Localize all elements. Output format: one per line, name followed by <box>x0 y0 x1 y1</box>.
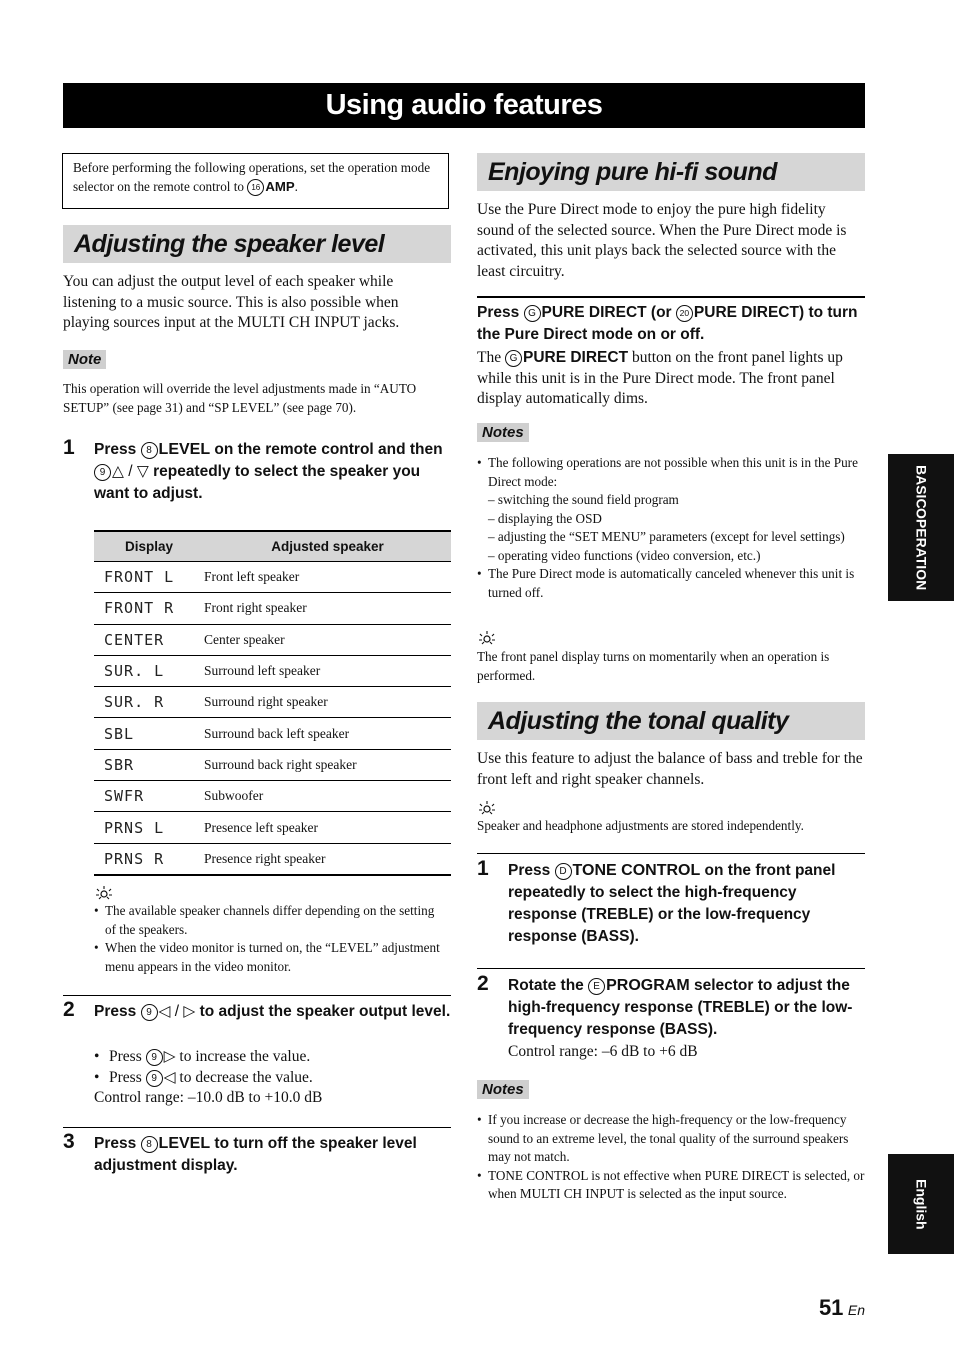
notes-label: Notes <box>477 1080 529 1099</box>
column-header-display: Display <box>94 531 204 562</box>
remote-key-number: 20 <box>676 305 693 322</box>
speaker-table-wrap <box>94 530 451 876</box>
speaker-name: Surround back left speaker <box>204 718 451 749</box>
speaker-name: Subwoofer <box>204 781 451 812</box>
control-range: Control range: –10.0 dB to +10.0 dB <box>94 1089 323 1106</box>
step2-details <box>94 1047 451 1109</box>
step-text: to adjust the speaker output level. <box>195 1003 451 1020</box>
tip-item: • When the video monitor is turned on, the “LEVEL” adjustment menu appears in the video monitor. <box>94 939 444 976</box>
tonal-intro: Use this feature to adjust the balance of bass and treble for the front left and right speaker channels. <box>477 750 863 788</box>
pure-direct-description <box>477 348 865 410</box>
speaker-table <box>94 530 451 876</box>
display-code: SBR <box>94 749 204 780</box>
note-label-box <box>63 350 106 369</box>
side-tab-english <box>888 1154 954 1254</box>
step-text: to turn off the speaker level adjustment display. <box>94 1135 417 1174</box>
table-row <box>94 843 451 875</box>
speaker-name: Presence left speaker <box>204 812 451 843</box>
table-row <box>94 562 451 593</box>
section-heading-speaker-level <box>63 225 451 263</box>
intro-text: Before performing the following operations, set the operation mode selector on the remote control to <box>73 160 431 194</box>
remote-key-number: 16 <box>247 179 264 196</box>
panel-key-letter: G <box>505 350 522 367</box>
remote-key-number: 8 <box>141 1136 158 1153</box>
speaker-name: Presence right speaker <box>204 843 451 875</box>
remote-key-number: 9 <box>146 1049 163 1066</box>
remote-key-number: 8 <box>141 442 158 459</box>
panel-key-letter: G <box>524 305 541 322</box>
side-tab-line: English <box>913 1178 930 1230</box>
step-text: on the front panel repeatedly to select the high-frequency response (TREBLE) or the low-frequency response (BASS). <box>508 862 836 945</box>
step-number: 2 <box>63 998 75 1021</box>
notes-label-box <box>477 423 529 442</box>
page-lang-suffix: En <box>847 1302 865 1318</box>
display-code: FRONT R <box>94 593 204 624</box>
step-text: ) to turn the Pure Direct mode on or off. <box>477 304 858 343</box>
remote-key-number: 9 <box>94 464 111 481</box>
step-text: selector to adjust the high-frequency response (TREBLE) or the low-frequency response (BASS). <box>508 977 853 1038</box>
tip-icon <box>478 630 496 645</box>
note-item: • If you increase or decrease the high-frequency or the low-frequency sound to an extreme level, the tonal quality of the surround speakers may not match. <box>477 1111 865 1167</box>
step1-instruction <box>94 439 451 505</box>
display-code: PRNS L <box>94 812 204 843</box>
pure-direct-instruction <box>477 302 865 346</box>
step2-instruction <box>94 1001 451 1023</box>
remote-key-number: 9 <box>141 1004 158 1021</box>
speaker-name: Surround back right speaker <box>204 749 451 780</box>
speaker-level-intro: You can adjust the output level of each speaker while listening to a music source. This is also possible when playing sources input at the MULTI CH INPUT jacks. <box>63 273 400 331</box>
pure-direct-key-label: PURE DIRECT <box>541 304 647 321</box>
step-number: 1 <box>477 857 489 880</box>
pure-direct-intro: Use the Pure Direct mode to enjoy the pure high fidelity sound of the selected source. When the Pure Direct mode is activated, this unit plays back the selected source with the least circuitry. <box>477 201 847 280</box>
table-row <box>94 624 451 655</box>
speaker-name: Center speaker <box>204 624 451 655</box>
note-item: • The Pure Direct mode is automatically canceled whenever this unit is turned off. <box>477 565 862 602</box>
display-code: SUR. L <box>94 655 204 686</box>
level-key-label: LEVEL <box>158 441 211 458</box>
step-number: 2 <box>477 972 489 995</box>
display-code: SWFR <box>94 781 204 812</box>
tip-icon <box>478 800 496 815</box>
note-sub-item: – adjusting the “SET MENU” parameters (except for level settings) <box>488 529 845 544</box>
tone-step2-instruction <box>508 975 865 1041</box>
tone-control-range: Control range: –6 dB to +6 dB <box>508 1043 698 1060</box>
step-text: Press <box>94 441 141 458</box>
tip-list <box>94 902 444 976</box>
tip-item: • The available speaker channels differ depending on the setting of the speakers. <box>94 902 444 939</box>
table-row <box>94 593 451 624</box>
detail-text: to increase the value. <box>175 1048 311 1065</box>
note-sub-item: – switching the sound field program <box>488 492 679 507</box>
intro-text-end: . <box>294 178 298 194</box>
panel-key-letter: D <box>555 863 572 880</box>
right-arrow-icon: ▷ <box>163 1048 176 1065</box>
side-tab-line: OPERATION <box>913 508 930 591</box>
page-title: Using audio features <box>63 83 865 128</box>
note-sub-item: – displaying the OSD <box>488 510 602 526</box>
divider <box>477 296 865 298</box>
detail-text: Press <box>109 1068 146 1086</box>
section-heading-text: Adjusting the tonal quality <box>488 706 789 735</box>
section-heading-pure-hifi <box>477 153 865 191</box>
notes-label-box <box>477 1080 529 1099</box>
panel-key-letter: E <box>588 978 605 995</box>
step-text: Rotate the <box>508 977 589 994</box>
section-heading-tonal-quality <box>477 702 865 740</box>
table-row <box>94 718 451 749</box>
pure-tip-text: The front panel display turns on momentarily when an operation is performed. <box>477 649 830 683</box>
detail-bullet: • Press 9 ▷ to increase the value. <box>94 1048 311 1065</box>
step-number: 3 <box>63 1130 75 1153</box>
speaker-table-body <box>94 562 451 875</box>
amp-key-label: AMP <box>265 178 295 194</box>
side-tab-line: BASIC <box>913 464 930 509</box>
note-item: • The following operations are not possible when this unit is in the Pure Direct mode: <box>477 454 862 491</box>
speaker-name: Surround right speaker <box>204 687 451 718</box>
note-sub-item: – operating video functions (video conversion, etc.) <box>488 547 761 563</box>
step-text: Press <box>94 1003 141 1020</box>
intro-box <box>62 153 449 209</box>
section-heading-text: Adjusting the speaker level <box>74 229 385 258</box>
table-row <box>94 655 451 686</box>
detail-text: to decrease the value. <box>175 1068 313 1086</box>
desc-text: The <box>477 349 505 366</box>
section-heading-text: Enjoying pure hi-fi sound <box>488 157 777 186</box>
up-down-arrows-icon: △ / ▽ <box>112 463 149 480</box>
note-label: Note <box>63 350 106 369</box>
tonal-tip-text: Speaker and headphone adjustments are stored independently. <box>477 818 804 833</box>
detail-text: Press <box>109 1048 146 1065</box>
left-right-arrows-icon: ◁ / ▷ <box>158 1003 196 1020</box>
step3-instruction <box>94 1133 451 1177</box>
display-code: SBL <box>94 718 204 749</box>
table-row <box>94 749 451 780</box>
divider <box>477 853 865 854</box>
speaker-name: Surround left speaker <box>204 655 451 686</box>
page-number <box>819 1295 865 1321</box>
pure-direct-key-label: PURE DIRECT <box>522 349 629 366</box>
divider <box>63 1127 451 1128</box>
table-row <box>94 781 451 812</box>
left-arrow-icon: ◁ <box>163 1068 176 1086</box>
table-row <box>94 812 451 843</box>
display-code: SUR. R <box>94 687 204 718</box>
note-item: • TONE CONTROL is not effective when PURE DIRECT is selected, or when MULTI CH INPUT is selected as the input source. <box>477 1167 865 1204</box>
page-number-value: 51 <box>818 1295 844 1320</box>
detail-bullet: • Press 9 ◁ to decrease the value. <box>94 1068 313 1086</box>
notes-label: Notes <box>477 423 529 442</box>
display-code: CENTER <box>94 624 204 655</box>
step-text: (or <box>646 304 676 321</box>
table-row <box>94 687 451 718</box>
side-tab-basic-operation <box>888 454 954 601</box>
step-text: on the remote control and then <box>210 441 443 458</box>
speaker-name: Front right speaker <box>204 593 451 624</box>
tone-control-key-label: TONE CONTROL <box>572 862 701 879</box>
pure-notes <box>477 454 862 602</box>
pure-direct-key-label: PURE DIRECT <box>693 304 799 321</box>
column-header-speaker: Adjusted speaker <box>204 531 451 562</box>
display-code: PRNS R <box>94 843 204 875</box>
tip-icon <box>95 885 113 900</box>
step-text: Press <box>477 304 524 321</box>
program-key-label: PROGRAM <box>606 977 690 994</box>
display-code: FRONT L <box>94 562 204 593</box>
speaker-name: Front left speaker <box>204 562 451 593</box>
level-key-label: LEVEL <box>158 1135 211 1152</box>
note-text: This operation will override the level adjustments made in “AUTO SETUP” (see page 31) and “SP LEVEL” (see page 70). <box>63 381 417 415</box>
tone-step1-instruction <box>508 860 865 948</box>
desc-text: button on the front panel lights up while this unit is in the Pure Direct mode. The front panel display automatically dims. <box>477 349 843 407</box>
step-text: Press <box>508 862 555 879</box>
remote-key-number: 9 <box>146 1070 163 1087</box>
tonal-notes <box>477 1111 865 1204</box>
step-number: 1 <box>63 436 75 459</box>
step-text: Press <box>94 1135 141 1152</box>
divider <box>477 968 865 969</box>
step-text: repeatedly to select the speaker you want to adjust. <box>94 463 421 502</box>
divider <box>63 995 451 996</box>
